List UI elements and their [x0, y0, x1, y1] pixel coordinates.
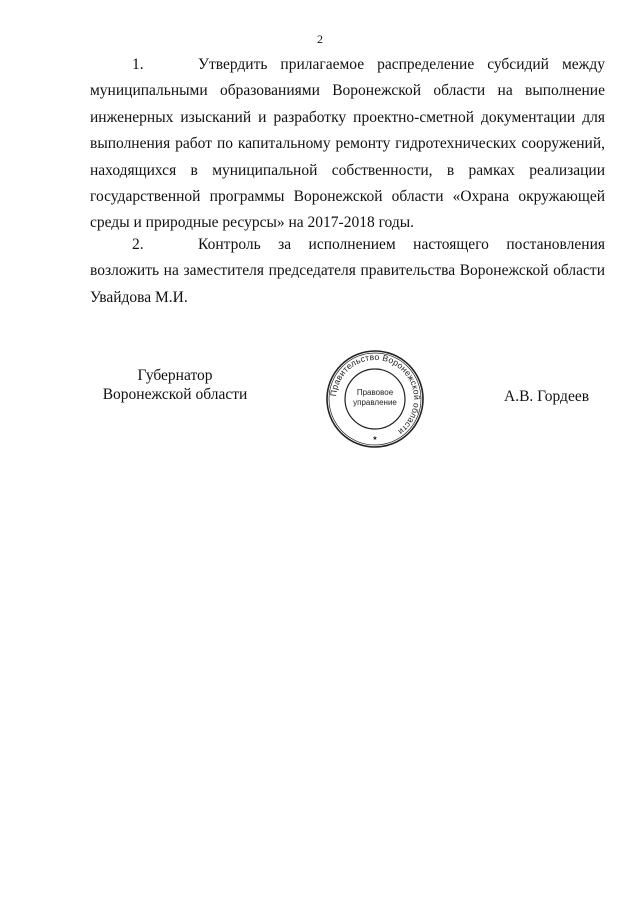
signatory-name: А.В. Гордеев	[504, 388, 590, 405]
signatory-position-line1: Губернатор	[137, 367, 213, 384]
paragraph-1	[90, 52, 605, 237]
signatory-position	[100, 366, 250, 404]
seal-star-icon: ★	[372, 435, 378, 442]
paragraph-1-text: Утвердить прилагаемое распределение субсидий между муниципальными образованиями Воронежской области на выполнение инженерных изысканий и разработку проектно-сметной документации для выполнения работ по капитальному ремонту гидротехнических сооружений, находящихся в муниципальной собственности, в рамках реализации государственной программы Воронежской области «Охрана окружающей среды и природные ресурсы» на 2017-2018 годы.	[90, 56, 605, 232]
paragraph-2-number: 2.	[132, 236, 144, 253]
official-seal-stamp	[324, 348, 426, 450]
signatory-position-line2: Воронежской области	[102, 386, 248, 403]
seal-inner-line2: управление	[353, 398, 397, 407]
paragraph-2	[90, 232, 605, 311]
seal-outer-text: Правительство Воронежской области	[328, 351, 423, 438]
paragraph-2-text: Контроль за исполнением настоящего постановления возложить на заместителя председателя правительства Воронежской области Увайдова М.И.	[90, 236, 605, 306]
seal-inner-line1: Правовое	[356, 388, 394, 397]
paragraph-1-number: 1.	[132, 56, 144, 73]
page-number: 2	[317, 32, 323, 46]
